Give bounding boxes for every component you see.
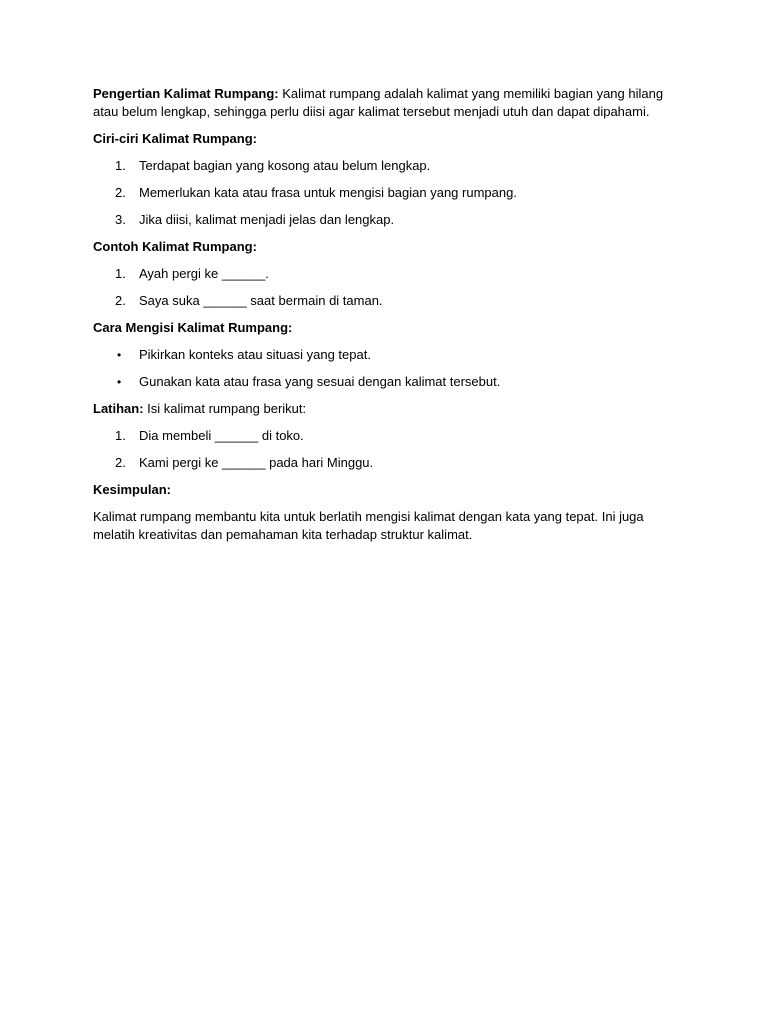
list-item-text: Kami pergi ke ______ pada hari Minggu. xyxy=(139,455,374,470)
list-item xyxy=(93,292,683,310)
list-item xyxy=(93,211,683,229)
definition-text: Kalimat rumpang adalah kalimat yang memiliki bagian yang hilang atau belum lengkap, sehingga perlu diisi agar kalimat tersebut menjadi utuh dan dapat dipahami. xyxy=(93,86,664,119)
list-item-text: Saya suka ______ saat bermain di taman. xyxy=(139,293,383,308)
characteristics-heading: Ciri-ciri Kalimat Rumpang: xyxy=(93,131,257,146)
definition-label: Pengertian Kalimat Rumpang: xyxy=(93,86,279,101)
method-list xyxy=(93,346,683,391)
list-number: 1. xyxy=(115,158,126,173)
bullet-icon: • xyxy=(117,375,122,389)
list-item-text: Dia membeli ______ di toko. xyxy=(139,428,304,443)
document-page xyxy=(93,85,683,553)
list-item xyxy=(93,184,683,202)
exercise-label: Latihan: xyxy=(93,401,144,416)
list-item xyxy=(93,373,683,391)
list-number: 2. xyxy=(115,455,126,470)
list-item-text: Ayah pergi ke ______. xyxy=(139,266,269,281)
list-item xyxy=(93,265,683,283)
definition-paragraph xyxy=(93,85,683,121)
conclusion-text: Kalimat rumpang membantu kita untuk berlatih mengisi kalimat dengan kata yang tepat. Ini juga melatih kreativitas dan pemahaman kita terhadap struktur kalimat. xyxy=(93,509,644,542)
list-item-text: Memerlukan kata atau frasa untuk mengisi bagian yang rumpang. xyxy=(139,185,517,200)
list-number: 2. xyxy=(115,185,126,200)
list-number: 3. xyxy=(115,212,126,227)
method-heading: Cara Mengisi Kalimat Rumpang: xyxy=(93,320,293,335)
list-item-text: Jika diisi, kalimat menjadi jelas dan lengkap. xyxy=(139,212,395,227)
examples-list xyxy=(93,265,683,310)
list-number: 1. xyxy=(115,428,126,443)
characteristics-list xyxy=(93,157,683,229)
exercise-text: Isi kalimat rumpang berikut: xyxy=(143,401,307,416)
exercise-list xyxy=(93,427,683,472)
list-item xyxy=(93,427,683,445)
list-item xyxy=(93,454,683,472)
list-item xyxy=(93,157,683,175)
examples-heading: Contoh Kalimat Rumpang: xyxy=(93,239,257,254)
exercise-paragraph xyxy=(93,400,683,418)
list-item xyxy=(93,346,683,364)
list-item-text: Pikirkan konteks atau situasi yang tepat. xyxy=(139,347,371,362)
bullet-icon: • xyxy=(117,348,122,362)
list-item-text: Gunakan kata atau frasa yang sesuai dengan kalimat tersebut. xyxy=(139,374,501,389)
list-item-text: Terdapat bagian yang kosong atau belum lengkap. xyxy=(139,158,431,173)
list-number: 2. xyxy=(115,293,126,308)
list-number: 1. xyxy=(115,266,126,281)
conclusion-heading: Kesimpulan: xyxy=(93,482,172,497)
